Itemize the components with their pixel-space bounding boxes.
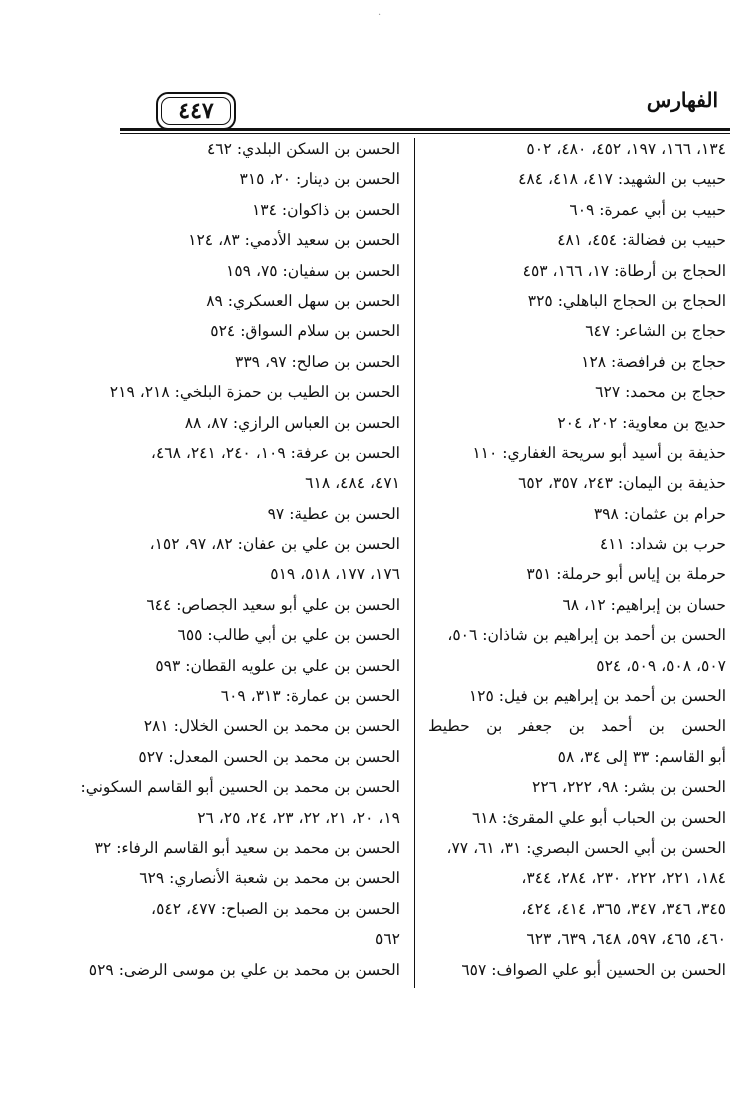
header-rule (120, 128, 730, 131)
section-title: الفهارس (646, 88, 718, 112)
index-entry-line: الحسن بن محمد بن سعيد أبو القاسم الرفاء: ٣٢ (94, 838, 400, 857)
page-header (120, 84, 726, 124)
index-entry-line: حبيب بن الشهيد: ٤١٧، ٤١٨، ٤٨٤ (518, 170, 726, 189)
index-entry-line: الحسن بن أحمد بن إبراهيم بن شاذان: ٥٠٦، (447, 626, 726, 645)
index-entry-line: الحسن بن أبي الحسن البصري: ٣١، ٦١، ٧٧، (446, 838, 726, 857)
index-entry-line: حرام بن عثمان: ٣٩٨ (593, 504, 726, 523)
index-entry-line: حجاج بن محمد: ٦٢٧ (595, 383, 726, 402)
index-entry-line: الحسن بن أحمد بن جعفر بن حطيط (428, 717, 726, 736)
index-entry-line: الحسن بن عطية: ٩٧ (267, 504, 400, 523)
index-entry-line: الحسن بن صالح: ٩٧، ٣٣٩ (235, 352, 400, 371)
index-entry-line: الحسن بن بشر: ٩٨، ٢٢٢، ٢٢٦ (532, 778, 726, 797)
index-entry-line: ١٣٤، ١٦٦، ١٩٧، ٤٥٢، ٤٨٠، ٥٠٢ (526, 140, 726, 158)
index-entry-line: الحسن بن عرفة: ١٠٩، ٢٤٠، ٢٤١، ٤٦٨، (150, 443, 400, 462)
index-entry-line: حجاج بن فرافصة: ١٢٨ (581, 352, 726, 371)
index-entry-line: الحسن بن سفيان: ٧٥، ١٥٩ (226, 261, 400, 280)
index-entry-line: ٤٧١، ٤٨٤، ٦١٨ (305, 474, 400, 493)
index-entry-line: حديج بن معاوية: ٢٠٢، ٢٠٤ (557, 413, 726, 432)
index-entry-line: حبيب بن أبي عمرة: ٦٠٩ (569, 200, 726, 219)
page-number (156, 92, 236, 130)
column-divider (414, 138, 415, 988)
index-entry-line: حذيفة بن أسيد أبو سريحة الغفاري: ١١٠ (472, 443, 726, 462)
index-entry-line: الحسن بن أحمد بن إبراهيم بن فيل: ١٢٥ (468, 687, 726, 706)
index-entry-line: الحسن بن سعيد الأدمي: ٨٣، ١٢٤ (188, 231, 400, 250)
index-entry-line: ١٩، ٢٠، ٢١، ٢٢، ٢٣، ٢٤، ٢٥، ٢٦ (197, 808, 400, 827)
index-entry-line: الحسن بن محمد بن شعبة الأنصاري: ٦٢٩ (139, 869, 400, 888)
index-entry-line: الحسن بن عمارة: ٣١٣، ٦٠٩ (220, 687, 400, 706)
index-column-left (80, 134, 400, 985)
index-entry-line: حبيب بن فضالة: ٤٥٤، ٤٨١ (557, 231, 726, 250)
index-entry-line: الحسن بن الحباب أبو علي المقرئ: ٦١٨ (471, 808, 726, 827)
index-entry-line: الحسن بن ذاكوان: ١٣٤ (251, 200, 400, 219)
page-number-text: ٤٤٧ (178, 98, 214, 124)
index-entry-line: الحسن بن العباس الرازي: ٨٧، ٨٨ (184, 413, 400, 432)
index-entry-line: الحسن بن محمد بن الحسين أبو القاسم السكوني: (80, 778, 400, 797)
index-entry-line: الحجاج بن الحجاج الباهلي: ٣٢٥ (527, 291, 726, 310)
index-entry-line: الحسن بن علي بن علويه القطان: ٥٩٣ (155, 656, 400, 675)
index-entry-line: حرب بن شداد: ٤١١ (599, 535, 726, 554)
index-entry-line: الحسن بن علي بن عفان: ٨٢، ٩٧، ١٥٢، (149, 535, 400, 554)
index-entry-line: الحسن بن الطيب بن حمزة البلخي: ٢١٨، ٢١٩ (109, 383, 400, 402)
index-entry-line: الحسن بن علي بن أبي طالب: ٦٥٥ (177, 626, 400, 645)
index-entry-line: الحسن بن سهل العسكري: ٨٩ (206, 291, 400, 310)
index-entry-line: ٣٤٥، ٣٤٦، ٣٤٧، ٣٦٥، ٤١٤، ٤٢٤، (521, 899, 726, 918)
index-entry-line: الحسن بن محمد بن الصباح: ٤٧٧، ٥٤٢، (151, 899, 400, 918)
index-entry-line: ٥٦٢ (375, 930, 400, 949)
index-entry-line: الحسن بن دينار: ٢٠، ٣١٥ (239, 170, 400, 189)
index-entry-line: ٥٠٧، ٥٠٨، ٥٠٩، ٥٢٤ (596, 656, 726, 675)
index-entry-line: الحسن بن سلام السواق: ٥٢٤ (210, 322, 400, 341)
index-entry-line: حرملة بن إياس أبو حرملة: ٣٥١ (526, 565, 726, 584)
index-entry-line: ٤٦٠، ٤٦٥، ٥٩٧، ٦٤٨، ٦٣٩، ٦٢٣ (526, 930, 726, 949)
scan-mark: · (378, 10, 382, 21)
index-entry-line: الحسن بن الحسين أبو علي الصواف: ٦٥٧ (461, 960, 726, 979)
index-entry-line: الحسن بن السكن البلدي: ٤٦٢ (206, 140, 400, 158)
index-entry-line: الحسن بن محمد بن الحسن الخلال: ٢٨١ (143, 717, 400, 736)
index-entry-line: أبو القاسم: ٣٣ إلى ٣٤، ٥٨ (557, 747, 726, 766)
index-entry-line: حسان بن إبراهيم: ١٢، ٦٨ (562, 595, 726, 614)
index-entry-line: الحجاج بن أرطاة: ١٧، ١٦٦، ٤٥٣ (522, 261, 726, 280)
index-entry-line: ١٨٤، ٢٢١، ٢٢٢، ٢٣٠، ٢٨٤، ٣٤٤، (521, 869, 726, 888)
index-entry-line: الحسن بن محمد بن الحسن المعدل: ٥٢٧ (138, 747, 400, 766)
index-entry-line: الحسن بن علي أبو سعيد الجصاص: ٦٤٤ (146, 595, 400, 614)
index-entry-line: ١٧٦، ١٧٧، ٥١٨، ٥١٩ (270, 565, 400, 584)
index-entry-line: حجاج بن الشاعر: ٦٤٧ (585, 322, 726, 341)
index-entry-line: حذيفة بن اليمان: ٢٤٣، ٣٥٧، ٦٥٢ (518, 474, 726, 493)
index-entry-line: الحسن بن محمد بن علي بن موسى الرضى: ٥٢٩ (88, 960, 400, 979)
index-column-right (428, 134, 726, 985)
